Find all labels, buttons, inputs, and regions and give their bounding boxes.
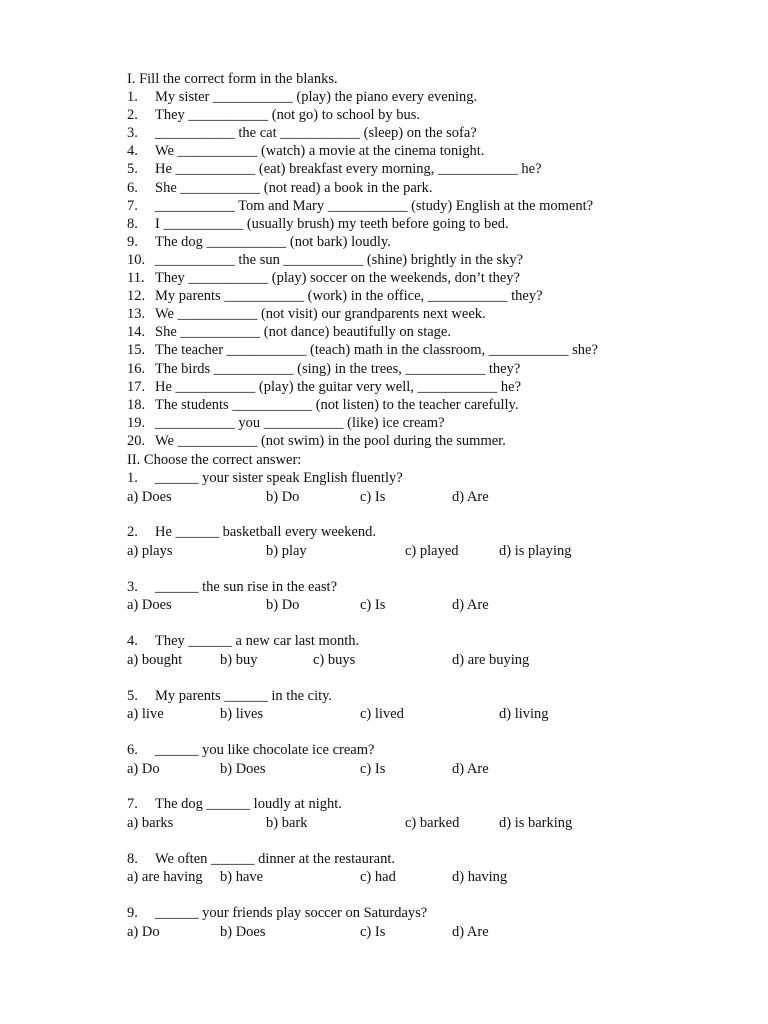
answer-option[interactable]: c) Is <box>360 597 386 614</box>
answer-option[interactable]: a) live <box>127 706 164 723</box>
answer-option[interactable]: a) Do <box>127 760 160 777</box>
item-text: She ___________ (not read) a book in the park. <box>155 179 433 196</box>
answer-option[interactable]: b) buy <box>220 651 258 668</box>
question-text: They ______ a new car last month. <box>155 633 360 650</box>
answer-option[interactable]: d) are buying <box>452 651 530 668</box>
answer-option[interactable]: d) having <box>452 869 508 886</box>
item-text: My sister ___________ (play) the piano every evening. <box>155 89 478 105</box>
answer-option[interactable]: d) Are <box>452 760 489 777</box>
answer-option[interactable]: a) barks <box>127 814 174 831</box>
item-number: 19. <box>127 414 146 431</box>
item-text: He ___________ (play) the guitar very well, ___________ he? <box>155 378 522 395</box>
item-text: We ___________ (not visit) our grandparents next week. <box>155 306 486 323</box>
item-number: 2. <box>127 107 138 124</box>
answer-option[interactable]: a) Does <box>127 597 172 614</box>
item-text: He ___________ (eat) breakfast every morning, ___________ he? <box>155 161 542 178</box>
question-text: He ______ basketball every weekend. <box>155 524 377 541</box>
answer-option[interactable]: b) have <box>220 869 264 886</box>
item-number: 9. <box>127 233 138 250</box>
answer-option[interactable]: a) plays <box>127 542 173 559</box>
answer-option[interactable]: a) bought <box>127 651 183 668</box>
item-number: 15. <box>127 342 146 359</box>
section-1-heading: I. Fill the correct form in the blanks. <box>127 71 338 87</box>
item-text: She ___________ (not dance) beautifully on stage. <box>155 324 451 341</box>
question-text: ______ your sister speak English fluently? <box>155 470 403 486</box>
item-number: 3. <box>127 125 138 142</box>
item-number: 12. <box>127 288 146 305</box>
item-number: 8. <box>127 215 138 232</box>
item-text: ___________ the sun ___________ (shine) brightly in the sky? <box>155 251 524 268</box>
item-number: 18. <box>127 396 146 413</box>
answer-option[interactable]: c) Is <box>360 923 386 940</box>
item-number: 10. <box>127 251 146 268</box>
item-text: They ___________ (not go) to school by bus. <box>155 107 421 124</box>
answer-option[interactable]: c) Is <box>360 760 386 777</box>
answer-option[interactable]: a) Does <box>127 488 172 505</box>
answer-option[interactable]: d) is playing <box>499 542 572 559</box>
item-number: 11. <box>127 270 145 286</box>
answer-option[interactable]: b) play <box>266 542 307 559</box>
answer-option[interactable]: b) Does <box>220 923 266 940</box>
answer-option[interactable]: c) Is <box>360 488 386 505</box>
answer-option[interactable]: b) lives <box>220 706 264 723</box>
question-number: 8. <box>127 850 138 867</box>
question-text: We often ______ dinner at the restaurant. <box>155 850 396 867</box>
question-number: 3. <box>127 578 138 595</box>
answer-option[interactable]: a) Do <box>127 923 160 940</box>
question-text: The dog ______ loudly at night. <box>155 796 342 813</box>
item-text: ___________ Tom and Mary ___________ (study) English at the moment? <box>155 197 594 214</box>
answer-option[interactable]: d) Are <box>452 923 489 940</box>
section-2-heading: II. Choose the correct answer: <box>127 452 302 468</box>
answer-option[interactable]: d) Are <box>452 597 489 614</box>
item-text: The teacher ___________ (teach) math in the classroom, ___________ she? <box>155 342 598 359</box>
item-text: The dog ___________ (not bark) loudly. <box>155 233 391 250</box>
answer-option[interactable]: c) lived <box>360 706 404 723</box>
item-number: 6. <box>127 179 138 196</box>
item-number: 16. <box>127 360 146 377</box>
item-number: 1. <box>127 89 138 105</box>
item-number: 4. <box>127 143 138 160</box>
question-number: 1. <box>127 470 138 486</box>
question-number: 7. <box>127 796 138 813</box>
item-text: The students ___________ (not listen) to the teacher carefully. <box>155 396 519 413</box>
answer-option[interactable]: c) barked <box>405 814 460 831</box>
item-number: 13. <box>127 306 146 323</box>
item-text: The birds ___________ (sing) in the trees, ___________ they? <box>155 360 521 377</box>
item-text: ___________ the cat ___________ (sleep) on the sofa? <box>155 125 477 142</box>
question-text: ______ the sun rise in the east? <box>155 578 338 595</box>
item-number: 20. <box>127 432 146 449</box>
answer-option[interactable]: d) living <box>499 706 549 723</box>
item-text: My parents ___________ (work) in the office, ___________ they? <box>155 288 543 305</box>
item-number: 17. <box>127 378 146 395</box>
answer-option[interactable]: d) is barking <box>499 814 573 831</box>
answer-option[interactable]: c) played <box>405 542 459 559</box>
item-text: We ___________ (watch) a movie at the cinema tonight. <box>155 143 485 160</box>
question-number: 5. <box>127 687 138 704</box>
item-number: 14. <box>127 324 146 341</box>
question-text: ______ your friends play soccer on Saturdays? <box>155 905 428 922</box>
item-text: I ___________ (usually brush) my teeth before going to bed. <box>155 215 509 232</box>
item-number: 7. <box>127 197 138 214</box>
item-text: They ___________ (play) soccer on the weekends, don’t they? <box>155 270 520 286</box>
answer-option[interactable]: c) had <box>360 869 396 886</box>
answer-option[interactable]: b) Does <box>220 760 266 777</box>
question-number: 9. <box>127 905 138 922</box>
item-text: ___________ you ___________ (like) ice cream? <box>155 414 445 431</box>
answer-option[interactable]: d) Are <box>452 488 489 505</box>
answer-option[interactable]: a) are having <box>127 869 203 886</box>
item-number: 5. <box>127 161 138 178</box>
question-number: 6. <box>127 742 138 758</box>
answer-option[interactable]: c) buys <box>313 651 356 668</box>
question-text: ______ you like chocolate ice cream? <box>155 742 375 758</box>
question-number: 2. <box>127 524 138 541</box>
item-text: We ___________ (not swim) in the pool during the summer. <box>155 432 506 449</box>
answer-option[interactable]: b) bark <box>266 814 308 831</box>
question-text: My parents ______ in the city. <box>155 687 333 704</box>
question-number: 4. <box>127 633 138 650</box>
answer-option[interactable]: b) Do <box>266 488 300 505</box>
answer-option[interactable]: b) Do <box>266 597 300 614</box>
